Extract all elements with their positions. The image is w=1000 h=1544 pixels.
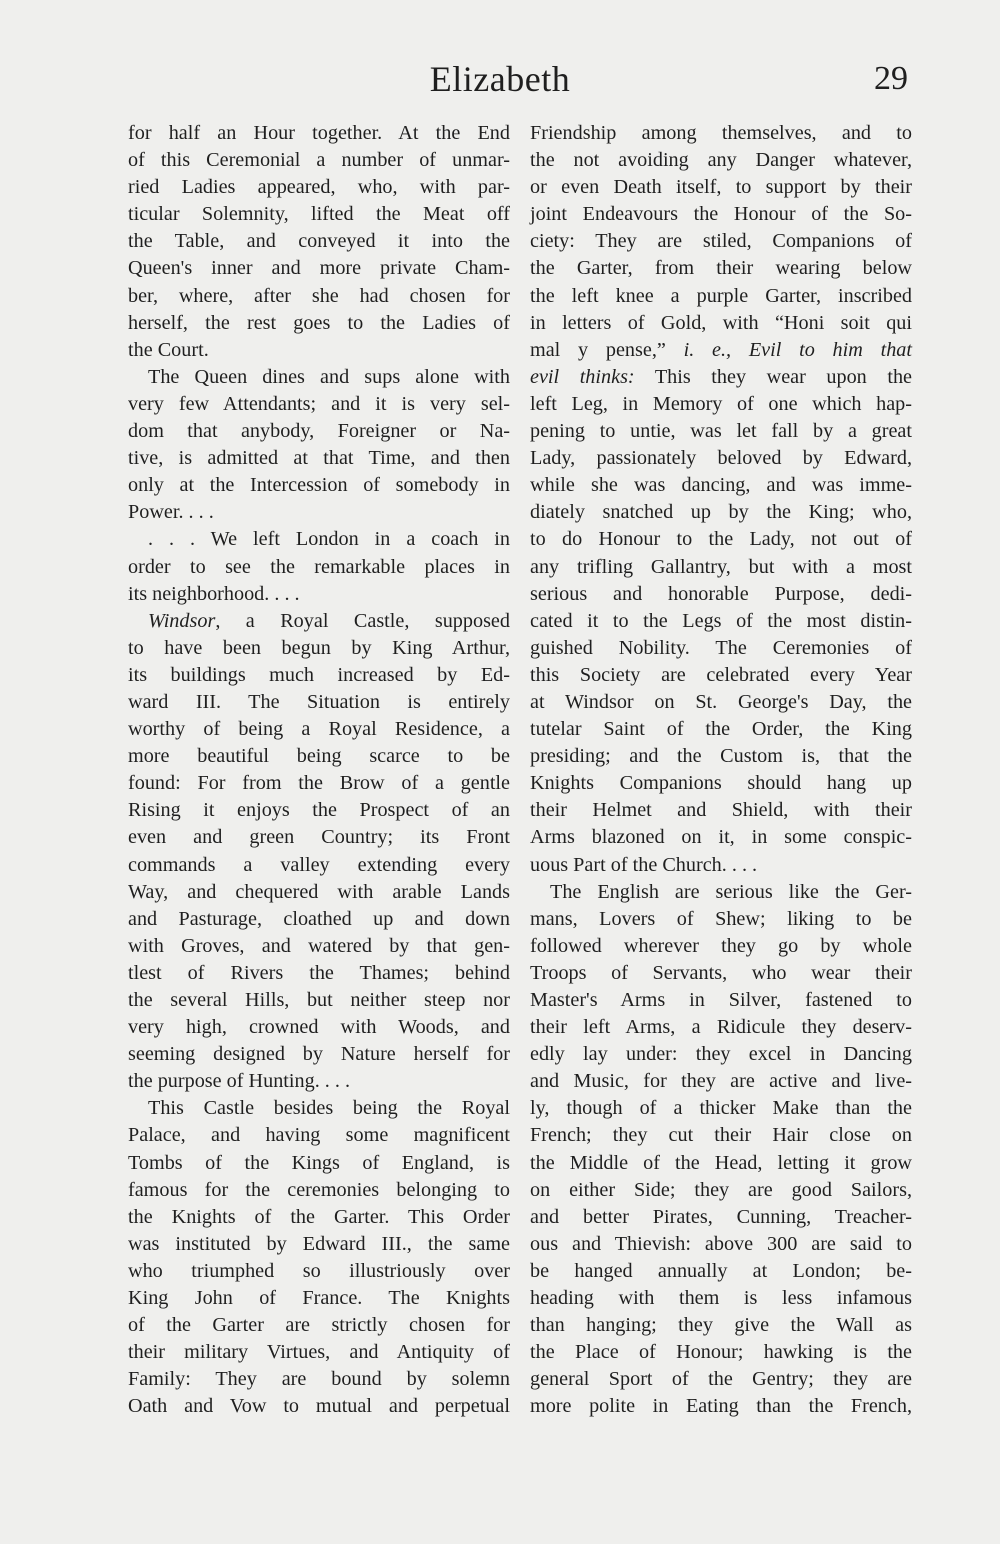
- text-line: [128, 174, 510, 201]
- text-line: [530, 1068, 912, 1095]
- line-text: its neighborhood. . . .: [128, 582, 300, 605]
- text-line: [530, 1041, 912, 1068]
- line-text: joint Endeavours the Honour of the So-: [530, 203, 912, 226]
- italic-text: evil thinks:: [530, 365, 635, 388]
- text-line: [530, 797, 912, 824]
- text-line: [128, 608, 510, 635]
- line-text: left Leg, in Memory of one which hap-: [530, 392, 912, 415]
- line-text: The English are serious like the Ger-: [550, 880, 912, 903]
- page-number: 29: [874, 60, 908, 97]
- text-line: [530, 472, 912, 499]
- text-line: [530, 581, 912, 608]
- line-text: This they wear upon the: [634, 365, 912, 388]
- text-line: [530, 824, 912, 851]
- line-text: seeming designed by Nature herself for: [128, 1043, 510, 1066]
- text-line: [128, 228, 510, 255]
- line-text: only at the Intercession of somebody in: [128, 474, 510, 497]
- text-line: [128, 879, 510, 906]
- line-text: pening to untie, was let fall by a great: [530, 420, 912, 443]
- text-line: [128, 554, 510, 581]
- text-line: [128, 418, 510, 445]
- line-text: ous and Thievish: above 300 are said to: [530, 1232, 912, 1255]
- line-text: more beautiful being scarce to be: [128, 745, 510, 768]
- line-text: their Helmet and Shield, with their: [530, 799, 912, 822]
- text-line: [530, 716, 912, 743]
- line-text: of this Ceremonial a number of unmar-: [128, 149, 510, 172]
- line-text: even and green Country; its Front: [128, 826, 510, 849]
- text-line: [530, 662, 912, 689]
- line-text: Arms blazoned on it, in some conspic-: [530, 826, 912, 849]
- text-line: [128, 662, 510, 689]
- text-line: [128, 1177, 510, 1204]
- text-line: [530, 1122, 912, 1149]
- line-text: Friendship among themselves, and to: [530, 122, 912, 144]
- line-text: in letters of Gold, with “Honi soit qui: [530, 311, 912, 334]
- text-line: [128, 255, 510, 282]
- text-line: [128, 120, 510, 147]
- text-line: [128, 1122, 510, 1149]
- line-text: found: For from the Brow of a gentle: [128, 772, 510, 795]
- line-text: any trifling Gallantry, but with a most: [530, 555, 912, 578]
- italic-text: i. e., Evil to him that: [683, 338, 912, 361]
- text-line: [530, 906, 912, 933]
- text-line: [128, 1285, 510, 1312]
- line-text: very high, crowned with Woods, and: [128, 1016, 510, 1039]
- text-line: [530, 1095, 912, 1122]
- text-line: [128, 1068, 510, 1095]
- running-title: Elizabeth: [429, 59, 571, 99]
- line-text: mans, Lovers of Shew; liking to be: [530, 907, 912, 930]
- text-line: [128, 987, 510, 1014]
- text-line: [530, 689, 912, 716]
- line-text: Palace, and having some magnificent: [128, 1124, 510, 1147]
- text-line: [530, 337, 912, 364]
- line-text: mal y pense,”: [530, 338, 684, 361]
- line-text: to have been begun by King Arthur,: [128, 636, 510, 659]
- line-text: the Table, and conveyed it into the: [128, 230, 510, 253]
- text-line: [530, 987, 912, 1014]
- line-text: heading with them is less infamous: [530, 1287, 912, 1310]
- line-text: serious and honorable Purpose, dedi-: [530, 582, 912, 605]
- line-text: its buildings much increased by Ed-: [128, 663, 510, 686]
- line-text: Master's Arms in Silver, fastened to: [530, 989, 912, 1011]
- line-text: The Queen dines and sups alone with: [148, 365, 510, 388]
- text-line: [128, 852, 510, 879]
- text-line: [530, 1339, 912, 1366]
- line-text: or even Death itself, to support by their: [530, 176, 912, 199]
- text-line: [128, 1393, 510, 1420]
- line-text: Way, and chequered with arable Lands: [128, 880, 510, 903]
- line-text: more polite in Eating than the French,: [530, 1395, 912, 1418]
- text-line: [530, 1177, 912, 1204]
- text-line: [128, 499, 510, 526]
- line-text: while she was dancing, and was imme-: [530, 474, 912, 497]
- line-text: the purpose of Hunting. . . .: [128, 1070, 351, 1093]
- text-line: [128, 770, 510, 797]
- text-line: [128, 526, 510, 553]
- text-line: [128, 201, 510, 228]
- line-text: commands a valley extending every: [128, 853, 510, 876]
- text-line: [128, 472, 510, 499]
- text-line: [128, 147, 510, 174]
- line-text: the Middle of the Head, letting it grow: [530, 1151, 912, 1174]
- text-line: [128, 445, 510, 472]
- line-text: Troops of Servants, who wear their: [530, 961, 912, 984]
- text-line: [530, 310, 912, 337]
- text-line: [530, 554, 912, 581]
- line-text: the Garter, from their wearing below: [530, 257, 912, 280]
- text-line: [530, 1150, 912, 1177]
- line-text: Power. . . .: [128, 501, 214, 524]
- text-line: [128, 824, 510, 851]
- line-text: the not avoiding any Danger whatever,: [530, 149, 912, 172]
- line-text: guished Nobility. The Ceremonies of: [530, 636, 912, 659]
- text-line: [128, 337, 510, 364]
- line-text: for half an Hour together. At the End: [128, 122, 510, 144]
- line-text: dom that anybody, Foreigner or Na-: [128, 420, 510, 443]
- text-line: [530, 1014, 912, 1041]
- line-text: French; they cut their Hair close on: [530, 1124, 912, 1147]
- line-text: ber, where, after she had chosen for: [128, 284, 510, 307]
- text-line: [128, 906, 510, 933]
- text-line: [530, 445, 912, 472]
- line-text: presiding; and the Custom is, that the: [530, 745, 912, 768]
- text-line: [530, 1393, 912, 1420]
- text-line: [530, 1285, 912, 1312]
- line-text: the several Hills, but neither steep nor: [128, 989, 510, 1011]
- line-text: the Place of Honour; hawking is the: [530, 1341, 912, 1364]
- text-line: [128, 581, 510, 608]
- text-line: [530, 635, 912, 662]
- text-line: [530, 391, 912, 418]
- text-line: [128, 1150, 510, 1177]
- line-text: than hanging; they give the Wall as: [530, 1314, 912, 1337]
- text-line: [530, 770, 912, 797]
- italic-text: Windsor: [148, 609, 216, 632]
- line-text: tutelar Saint of the Order, the King: [530, 718, 912, 741]
- text-line: [128, 716, 510, 743]
- text-line: [530, 1258, 912, 1285]
- line-text: and better Pirates, Cunning, Treacher-: [530, 1205, 912, 1228]
- text-line: [530, 174, 912, 201]
- line-text: tive, is admitted at that Time, and then: [128, 447, 510, 470]
- line-text: who triumphed so illustriously over: [128, 1259, 510, 1282]
- text-line: [530, 960, 912, 987]
- text-line: [530, 1366, 912, 1393]
- text-line: [530, 608, 912, 635]
- line-text: This Castle besides being the Royal: [148, 1097, 510, 1120]
- line-text: ward III. The Situation is entirely: [128, 690, 510, 713]
- text-line: [128, 1339, 510, 1366]
- line-text: ried Ladies appeared, who, with par-: [128, 176, 510, 199]
- text-line: [530, 147, 912, 174]
- line-text: very few Attendants; and it is very sel-: [128, 392, 510, 415]
- text-line: [530, 1231, 912, 1258]
- line-text: this Society are celebrated every Year: [530, 663, 912, 686]
- text-line: [530, 499, 912, 526]
- text-line: [530, 879, 912, 906]
- line-text: herself, the rest goes to the Ladies of: [128, 311, 510, 334]
- text-line: [128, 1095, 510, 1122]
- text-line: [128, 689, 510, 716]
- line-text: tlest of Rivers the Thames; behind: [128, 961, 510, 984]
- text-line: [530, 228, 912, 255]
- line-text: diately snatched up by the King; who,: [530, 501, 912, 524]
- line-text: King John of France. The Knights: [128, 1287, 510, 1310]
- line-text: Knights Companions should hang up: [530, 772, 912, 795]
- line-text: was instituted by Edward III., the same: [128, 1232, 510, 1255]
- line-text: their left Arms, a Ridicule they deserv-: [530, 1016, 912, 1039]
- text-line: [530, 1204, 912, 1231]
- line-text: of the Garter are strictly chosen for: [128, 1314, 510, 1337]
- text-line: [530, 1312, 912, 1339]
- text-line: [128, 1231, 510, 1258]
- line-text: Queen's inner and more private Cham-: [128, 257, 510, 280]
- line-text: cated it to the Legs of the most distin-: [530, 609, 912, 632]
- text-line: [530, 120, 912, 147]
- line-text: Rising it enjoys the Prospect of an: [128, 799, 510, 822]
- line-text: their military Virtues, and Antiquity of: [128, 1341, 510, 1364]
- line-text: ciety: They are stiled, Companions of: [530, 230, 912, 253]
- text-line: [530, 743, 912, 770]
- text-line: [128, 364, 510, 391]
- page-header: [0, 58, 1000, 108]
- text-line: [530, 283, 912, 310]
- text-line: [530, 364, 912, 391]
- line-text: Oath and Vow to mutual and perpetual: [128, 1395, 510, 1418]
- line-text: . . . We left London in a coach in: [148, 528, 510, 551]
- text-line: [530, 255, 912, 282]
- right-text-column: [530, 120, 912, 1421]
- line-text: uous Part of the Church. . . .: [530, 853, 758, 876]
- text-line: [128, 283, 510, 310]
- line-text: worthy of being a Royal Residence, a: [128, 718, 510, 741]
- text-line: [530, 526, 912, 553]
- line-text: ly, though of a thicker Make than the: [530, 1097, 912, 1120]
- line-text: ticular Solemnity, lifted the Meat off: [128, 203, 510, 226]
- line-text: and Pasturage, cloathed up and down: [128, 907, 510, 930]
- text-line: [128, 743, 510, 770]
- text-line: [530, 418, 912, 445]
- left-text-column: [128, 120, 510, 1421]
- line-text: be hanged annually at London; be-: [530, 1259, 912, 1282]
- line-text: on either Side; they are good Sailors,: [530, 1178, 912, 1201]
- text-line: [128, 310, 510, 337]
- line-text: , a Royal Castle, supposed: [215, 609, 510, 632]
- line-text: the Court.: [128, 338, 209, 361]
- line-text: the Knights of the Garter. This Order: [128, 1205, 510, 1228]
- line-text: followed wherever they go by whole: [530, 934, 912, 957]
- line-text: the left knee a purple Garter, inscribed: [530, 284, 912, 307]
- text-line: [128, 1204, 510, 1231]
- line-text: at Windsor on St. George's Day, the: [530, 690, 912, 713]
- line-text: general Sport of the Gentry; they are: [530, 1368, 912, 1391]
- line-text: order to see the remarkable places in: [128, 555, 510, 578]
- line-text: to do Honour to the Lady, not out of: [530, 528, 912, 551]
- line-text: Lady, passionately beloved by Edward,: [530, 447, 912, 470]
- text-line: [128, 797, 510, 824]
- line-text: edly lay under: they excel in Dancing: [530, 1043, 912, 1066]
- text-line: [128, 1014, 510, 1041]
- text-line: [530, 852, 912, 879]
- line-text: with Groves, and watered by that gen-: [128, 934, 510, 957]
- text-line: [128, 1312, 510, 1339]
- line-text: Family: They are bound by solemn: [128, 1368, 510, 1391]
- text-line: [128, 1258, 510, 1285]
- text-line: [128, 1041, 510, 1068]
- line-text: famous for the ceremonies belonging to: [128, 1178, 510, 1201]
- text-line: [128, 1366, 510, 1393]
- line-text: Tombs of the Kings of England, is: [128, 1151, 510, 1174]
- line-text: and Music, for they are active and live-: [530, 1070, 912, 1093]
- text-line: [128, 960, 510, 987]
- text-line: [530, 933, 912, 960]
- text-line: [128, 635, 510, 662]
- text-line: [128, 933, 510, 960]
- text-line: [530, 201, 912, 228]
- text-line: [128, 391, 510, 418]
